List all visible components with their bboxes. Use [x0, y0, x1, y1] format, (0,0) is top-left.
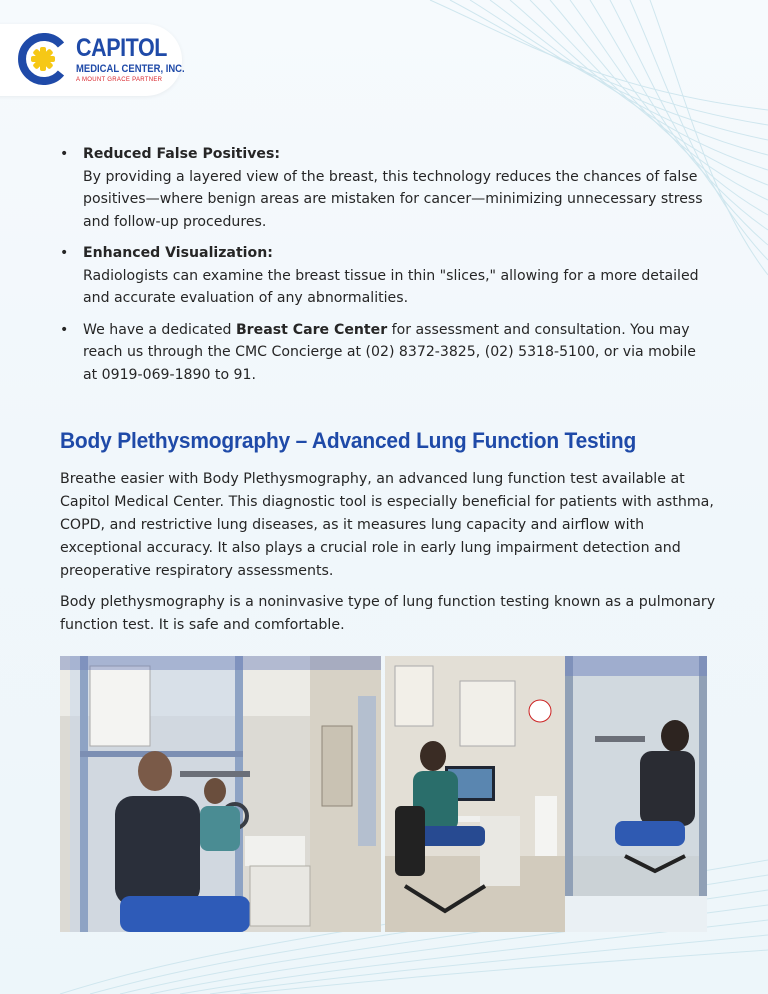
bullet-icon: • — [60, 146, 69, 162]
breast-care-center-label: Breast Care Center — [235, 321, 388, 338]
capitol-logo-icon — [17, 33, 69, 85]
benefits-list — [60, 143, 710, 395]
bullet-icon: • — [60, 245, 69, 261]
bullet-heading: Reduced False Positives: — [83, 146, 281, 162]
bullet-text-start: We have a dedicated — [83, 321, 236, 338]
list-item — [60, 242, 710, 310]
logo-title: CAPITOL — [76, 34, 167, 62]
intro-paragraph: Breathe easier with Body Plethysmography, an advanced lung function test available at Capitol Medical Center. This diagnostic tool is especially beneficial for patients with asthma, COPD, and restrictive lung diseases, as it measures lung capacity and airflow with exceptional accuracy. It also plays a crucial role in early lung impairment detection and preoperative respiratory assessments. — [60, 471, 714, 579]
bullet-icon: • — [60, 321, 69, 338]
safety-paragraph: Body plethysmography is a noninvasive type of lung function testing known as a pulmonary function test. It is safe and comfortable. — [60, 594, 716, 633]
bullet-text: Radiologists can examine the breast tissue in thin "slices," allowing for a more detailed and accurate evaluation of any abnormalities. — [83, 267, 699, 306]
logo-partner-text: A MOUNT GRACE PARTNER — [76, 77, 163, 83]
logo-subtitle: MEDICAL CENTER, INC. — [76, 63, 185, 75]
bullet-heading: Enhanced Visualization: — [83, 245, 273, 261]
list-item — [60, 319, 710, 387]
section-title: Body Plethysmography – Advanced Lung Function Testing — [60, 428, 637, 453]
bullet-text: By providing a layered view of the breast, this technology reduces the chances of false positives—where benign areas are mistaken for cancer—minimizing unnecessary stress and follow-up procedures. — [83, 168, 703, 230]
bullet-text-end: for assessment and consultation. You may reach us through the CMC Concierge at (02) 8372-3825, (02) 5318-5100, or via mobile at 0919-069-1890 to 91. — [83, 321, 696, 383]
photo-patient-in-booth — [60, 656, 381, 932]
list-item — [60, 143, 710, 233]
photo-technician-and-booth — [385, 656, 707, 932]
